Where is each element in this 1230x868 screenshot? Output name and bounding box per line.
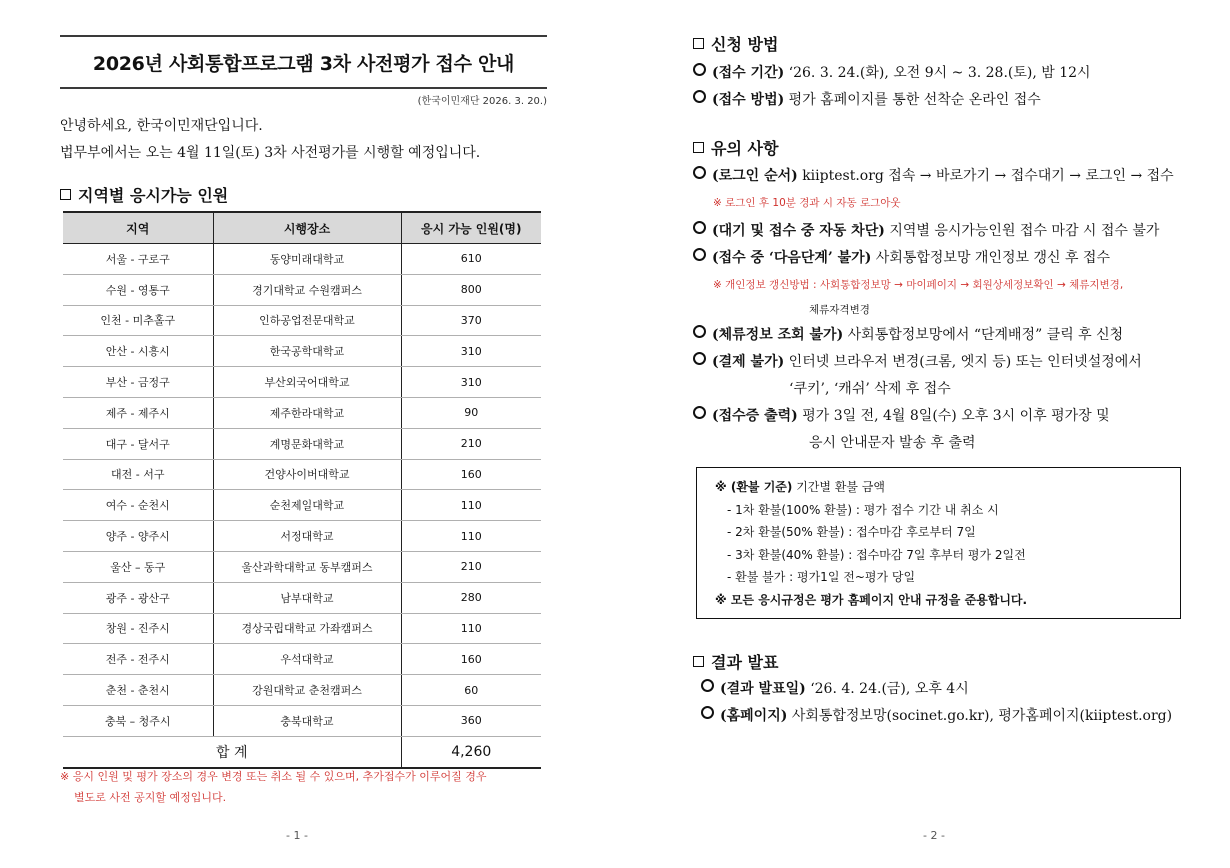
table-row (63, 305, 541, 336)
homepage-text: 사회통합정보망(socinet.go.kr), 평가홈페이지(kiiptest.org) (791, 708, 1173, 724)
stay-text: 사회통합정보망에서 “단계배정” 클릭 후 신청 (847, 327, 1124, 343)
square-bullet-icon (693, 142, 704, 153)
stay-label: (체류정보 조회 불가) (712, 327, 844, 343)
cell-venue: 부산외국어대학교 (213, 367, 401, 398)
total-value: 4,260 (401, 736, 541, 768)
block-text: 지역별 응시가능인원 접수 마감 시 접수 불가 (889, 223, 1160, 239)
cell-capacity: 800 (401, 274, 541, 305)
refund-item: - 2차 환불(50% 환불) : 접수마감 후로부터 7일 (727, 525, 976, 539)
table-row (63, 613, 541, 644)
cell-region: 대전 - 서구 (63, 459, 213, 490)
cell-capacity: 210 (401, 428, 541, 459)
square-bullet-icon (60, 189, 71, 200)
cell-region: 양주 - 양주시 (63, 521, 213, 552)
note-login (693, 165, 1174, 185)
refund-item: - 3차 환불(40% 환불) : 접수마감 7일 후부터 평가 2일전 (727, 547, 1026, 562)
circle-bullet-icon (701, 679, 714, 692)
cell-region: 서울 - 구로구 (63, 244, 213, 275)
table-row (63, 397, 541, 428)
intro-text: 법무부에서는 오는 4월 11일(토) 3차 사전평가를 시행할 예정입니다. (60, 145, 481, 161)
header-region: 지역 (63, 212, 213, 244)
cell-venue: 한국공학대학교 (213, 336, 401, 367)
table-row (63, 705, 541, 736)
circle-bullet-icon (693, 352, 706, 365)
circle-bullet-icon (693, 325, 706, 338)
table-row (63, 428, 541, 459)
result-homepage (701, 705, 1172, 725)
table-row (63, 367, 541, 398)
homepage-label: (홈페이지) (720, 708, 788, 724)
cell-region: 충북 – 청주시 (63, 705, 213, 736)
table-total-row (63, 736, 541, 768)
cell-region: 제주 - 제주시 (63, 397, 213, 428)
next-label: (접수 중 ‘다음단계’ 불가) (712, 250, 872, 266)
result-date-label: (결과 발표일) (720, 681, 806, 697)
print-label: (접수증 출력) (712, 408, 798, 424)
login-subnote: ※ 로그인 후 10분 경과 시 자동 로그아웃 (713, 197, 901, 209)
footnote-line-1: ※ 응시 인원 및 평가 장소의 경우 변경 또는 취소 될 수 있으며, 추가접수가 이루어질 경우 (60, 770, 487, 783)
apply-method (693, 89, 1041, 109)
circle-bullet-icon (693, 221, 706, 234)
table-header-row (63, 212, 541, 244)
page-number-1: - 1 - (286, 829, 308, 842)
note-stay (693, 324, 1123, 344)
note-next-step (693, 247, 1110, 267)
cell-venue: 충북대학교 (213, 705, 401, 736)
cell-capacity: 280 (401, 582, 541, 613)
cell-region: 여수 - 순천시 (63, 490, 213, 521)
cell-region: 창원 - 진주시 (63, 613, 213, 644)
pay-text-line-2: ‘쿠키’, ‘캐쉬’ 삭제 후 접수 (789, 381, 951, 397)
circle-bullet-icon (693, 166, 706, 179)
cell-capacity: 310 (401, 336, 541, 367)
refund-header (715, 476, 1180, 499)
cell-venue: 인하공업전문대학교 (213, 305, 401, 336)
cell-venue: 계명문화대학교 (213, 428, 401, 459)
section-apply-heading (693, 32, 778, 55)
circle-bullet-icon (701, 706, 714, 719)
method-label: (접수 방법) (712, 92, 785, 108)
print-text: 평가 3일 전, 4월 8일(수) 오후 3시 이후 평가장 및 (802, 408, 1110, 424)
cell-capacity: 110 (401, 490, 541, 521)
cell-capacity: 90 (401, 397, 541, 428)
header-venue: 시행장소 (213, 212, 401, 244)
square-bullet-icon (693, 656, 704, 667)
cell-venue: 울산과학대학교 동부캠퍼스 (213, 551, 401, 582)
cell-region: 울산 – 동구 (63, 551, 213, 582)
method-text: 평가 홈페이지를 통한 선착순 온라인 접수 (788, 92, 1041, 108)
cell-capacity: 60 (401, 675, 541, 706)
circle-bullet-icon (693, 90, 706, 103)
total-label: 합 계 (63, 736, 401, 768)
section-title: 지역별 응시가능 인원 (78, 186, 229, 205)
cell-capacity: 360 (401, 705, 541, 736)
cell-capacity: 160 (401, 644, 541, 675)
next-text: 사회통합정보망 개인정보 갱신 후 접수 (875, 250, 1110, 266)
page-number-2: - 2 - (923, 829, 945, 842)
section-regions-heading (60, 183, 228, 206)
cell-capacity: 210 (401, 551, 541, 582)
cell-region: 광주 - 광산구 (63, 582, 213, 613)
cell-capacity: 110 (401, 613, 541, 644)
cell-capacity: 370 (401, 305, 541, 336)
table-row (63, 675, 541, 706)
header-capacity: 응시 가능 인원(명) (401, 212, 541, 244)
table-footnote (60, 766, 547, 808)
cell-capacity: 310 (401, 367, 541, 398)
cell-region: 부산 - 금정구 (63, 367, 213, 398)
cell-venue: 경상국립대학교 가좌캠퍼스 (213, 613, 401, 644)
pay-label: (결제 불가) (712, 354, 785, 370)
cell-region: 수원 - 영통구 (63, 274, 213, 305)
login-label: (로그인 순서) (712, 168, 798, 184)
update-subnote-line-1: ※ 개인정보 갱신방법 : 사회통합정보망 → 마이페이지 → 회원상세정보확인 → 체류지변경, (713, 279, 1124, 291)
section-notes-heading (693, 136, 778, 159)
refund-policy-box (696, 467, 1181, 619)
result-date-text: ‘26. 4. 24.(금), 오후 4시 (810, 681, 969, 697)
table-row (63, 521, 541, 552)
table-row (63, 274, 541, 305)
issuer-date: (한국이민재단 2026. 3. 20.) (417, 96, 547, 107)
cell-venue: 건양사이버대학교 (213, 459, 401, 490)
refund-closing: ※ 모든 응시규정은 평가 홈페이지 안내 규정을 준용합니다. (715, 592, 1028, 607)
circle-bullet-icon (693, 406, 706, 419)
block-label: (대기 및 접수 중 자동 차단) (712, 223, 885, 239)
refund-item: - 1차 환불(100% 환불) : 평가 접수 기간 내 취소 시 (727, 502, 999, 517)
refund-header-text: 기간별 환불 금액 (796, 480, 885, 494)
cell-region: 안산 - 시흥시 (63, 336, 213, 367)
refund-header-label: ※ (환불 기준) (715, 480, 793, 494)
cell-region: 춘천 - 춘천시 (63, 675, 213, 706)
cell-venue: 동양미래대학교 (213, 244, 401, 275)
cell-region: 전주 - 전주시 (63, 644, 213, 675)
cell-capacity: 610 (401, 244, 541, 275)
update-subnote-line-2: 체류자격변경 (809, 304, 870, 316)
cell-venue: 경기대학교 수원캠퍼스 (213, 274, 401, 305)
circle-bullet-icon (693, 63, 706, 76)
table-row (63, 490, 541, 521)
cell-venue: 우석대학교 (213, 644, 401, 675)
section-title: 유의 사항 (711, 139, 779, 158)
pay-text: 인터넷 브라우저 변경(크롬, 엣지 등) 또는 인터넷설정에서 (788, 354, 1142, 370)
table-row (63, 644, 541, 675)
note-block (693, 220, 1159, 240)
cell-venue: 강원대학교 춘천캠퍼스 (213, 675, 401, 706)
cell-venue: 서정대학교 (213, 521, 401, 552)
refund-item: - 환불 불가 : 평가1일 전~평가 당일 (727, 570, 916, 584)
table-row (63, 582, 541, 613)
cell-region: 인천 - 미추홀구 (63, 305, 213, 336)
cell-capacity: 110 (401, 521, 541, 552)
period-text: ‘26. 3. 24.(화), 오전 9시 ~ 3. 28.(토), 밤 12시 (788, 65, 1091, 81)
cell-capacity: 160 (401, 459, 541, 490)
cell-venue: 순천제일대학교 (213, 490, 401, 521)
square-bullet-icon (693, 38, 704, 49)
table-row (63, 244, 541, 275)
result-date (701, 678, 969, 698)
cell-venue: 남부대학교 (213, 582, 401, 613)
circle-bullet-icon (693, 248, 706, 261)
greeting: 안녕하세요, 한국이민재단입니다. (60, 118, 263, 134)
table-row (63, 459, 541, 490)
section-title: 신청 방법 (711, 35, 779, 54)
apply-period (693, 62, 1091, 82)
section-title: 결과 발표 (711, 653, 779, 672)
document-title: 2026년 사회통합프로그램 3차 사전평가 접수 안내 (60, 35, 547, 89)
regions-table (63, 211, 541, 769)
login-text: kiiptest.org 접속 → 바로가기 → 접수대기 → 로그인 → 접수 (802, 168, 1174, 184)
section-result-heading (693, 650, 778, 673)
cell-region: 대구 - 달서구 (63, 428, 213, 459)
print-text-line-2: 응시 안내문자 발송 후 출력 (809, 435, 976, 451)
table-row (63, 551, 541, 582)
note-payment (693, 351, 1142, 371)
table-row (63, 336, 541, 367)
period-label: (접수 기간) (712, 65, 785, 81)
footnote-line-2: 별도로 사전 공지할 예정입니다. (74, 791, 227, 804)
cell-venue: 제주한라대학교 (213, 397, 401, 428)
note-print (693, 405, 1110, 425)
